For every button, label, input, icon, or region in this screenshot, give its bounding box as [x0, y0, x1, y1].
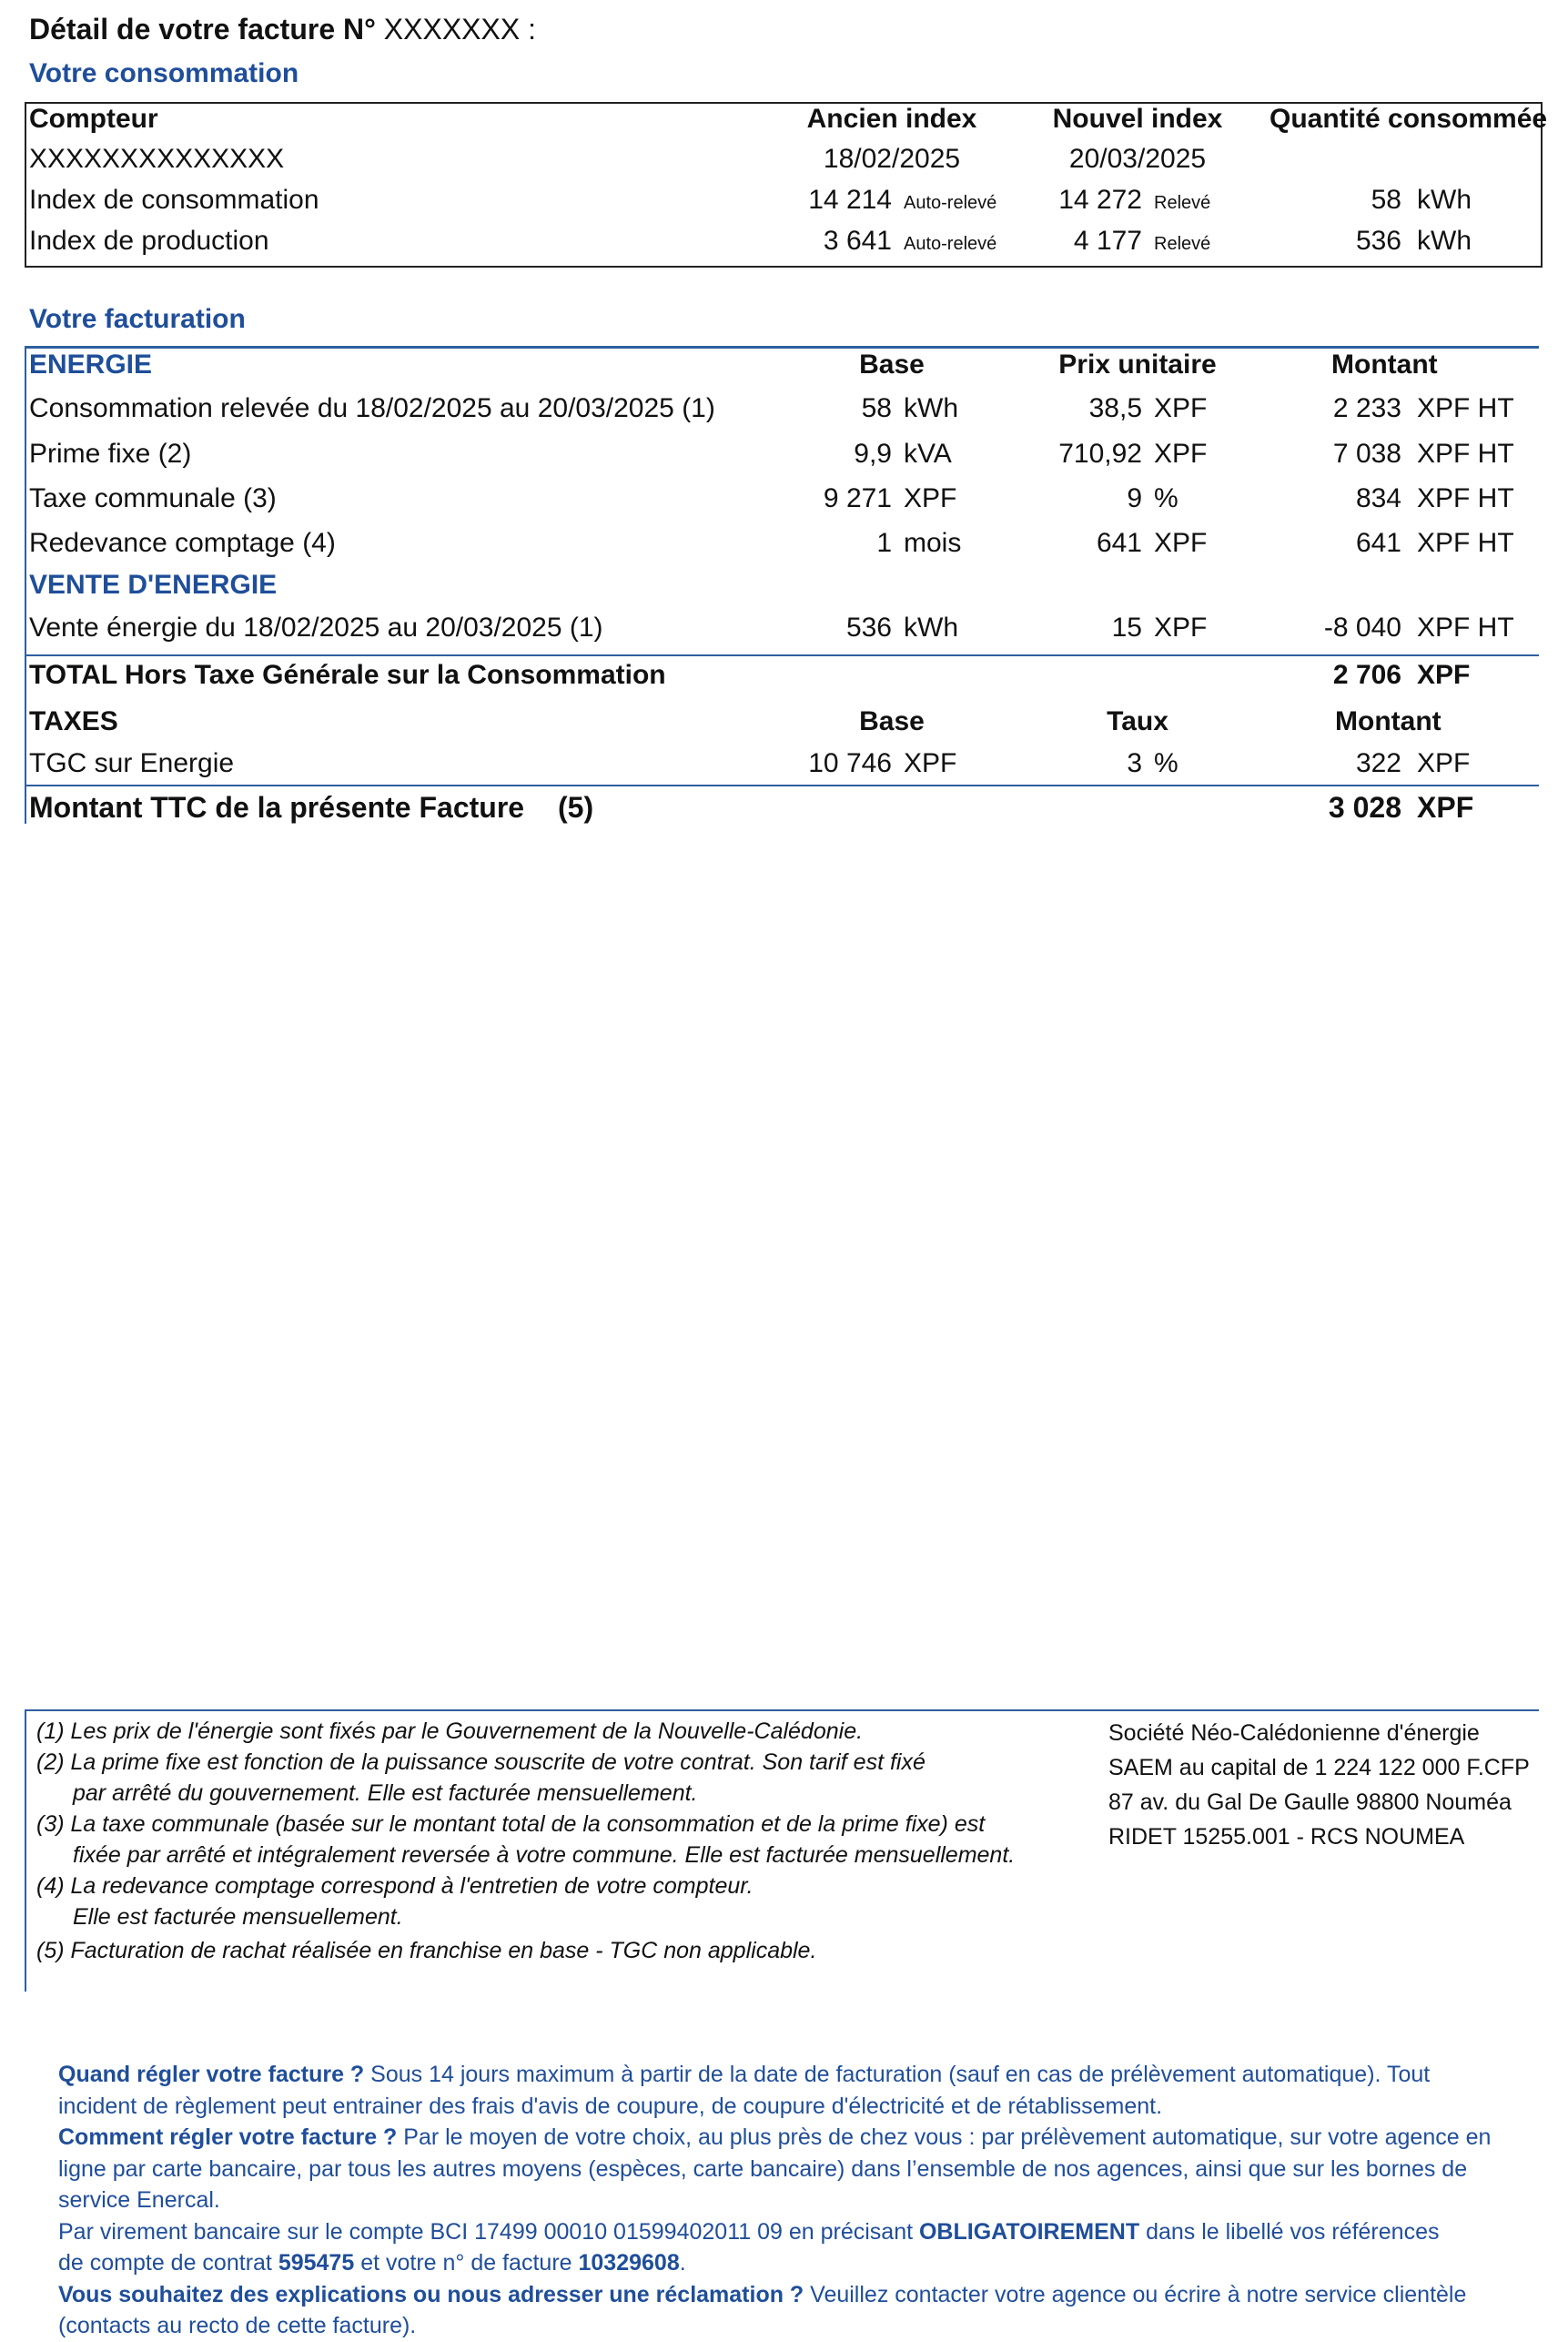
total-ht-label: TOTAL Hors Taxe Générale sur la Consommation: [29, 660, 666, 690]
billing-row-montant-unit: XPF HT: [1417, 483, 1514, 513]
billing-row-prix: 710,92: [1058, 439, 1142, 469]
total-ht-rule: [25, 654, 1539, 656]
index-consommation-unit: kWh: [1417, 185, 1472, 215]
col-montant: Montant: [1331, 350, 1438, 380]
billing-row-montant-unit: XPF HT: [1417, 439, 1514, 469]
billing-row-prix: 641: [1096, 528, 1142, 558]
invoice-number: XXXXXXX :: [383, 13, 536, 46]
ttc-unit: XPF: [1417, 791, 1474, 824]
when-to-pay-question: Quand régler votre facture ?: [58, 2062, 365, 2087]
billing-row-label: Vente énergie du 18/02/2025 au 20/03/2025 (1): [29, 613, 603, 643]
billing-row-prix-unit: XPF: [1154, 528, 1208, 558]
billing-row-base-unit: XPF: [904, 483, 957, 513]
billing-row-base: 9 271: [823, 483, 892, 513]
taxes-col-montant: Montant: [1335, 706, 1442, 736]
how-to-pay-answer-end: service Enercal.: [58, 2187, 220, 2213]
billing-row-montant: 7 038: [1332, 439, 1401, 469]
tgc-taux: 3: [1127, 748, 1142, 778]
billing-row-prix-unit: XPF: [1154, 613, 1208, 643]
tgc-base-unit: XPF: [904, 748, 957, 778]
complaint-answer: Veuillez contacter votre agence ou écrire à notre service clientèle: [804, 2281, 1467, 2307]
tgc-montant: 322: [1355, 748, 1401, 778]
ttc-rule: [25, 785, 1539, 786]
note-4: (4) La redevance comptage correspond à l'entretien de votre compteur.: [36, 1873, 754, 1899]
tgc-taux-unit: %: [1154, 748, 1179, 778]
col-ancien-index: Ancien index: [806, 104, 977, 134]
billing-row-base: 536: [845, 613, 892, 643]
billing-row-prix-unit: %: [1154, 483, 1179, 513]
taxes-col-taux: Taux: [1107, 706, 1168, 736]
company-line-2: SAEM au capital de 1 224 122 000 F.CFP: [1108, 1755, 1530, 1780]
index-production-ancien-type: Auto-relevé: [904, 234, 997, 254]
complaint-answer-cont: (contacts au recto de cette facture).: [58, 2313, 417, 2338]
note-3: (3) La taxe communale (basée sur le montant total de la consommation et de la prime fixe) est: [36, 1811, 986, 1837]
energie-heading: ENERGIE: [29, 350, 153, 380]
when-to-pay-answer: Sous 14 jours maximum à partir de la date de facturation (sauf en cas de prélèvement automatique). Tout: [364, 2062, 1431, 2087]
date-ancien: 18/02/2025: [823, 144, 961, 174]
billing-row-montant: -8 040: [1323, 613, 1401, 643]
note-3-cont: fixée par arrêté et intégralement reversée à votre commune. Elle est facturée mensuellement.: [73, 1842, 1016, 1868]
index-consommation-ancien: 14 214: [808, 185, 892, 215]
meter-id: XXXXXXXXXXXXXX: [29, 144, 285, 174]
note-1: (1) Les prix de l'énergie sont fixés par le Gouvernement de la Nouvelle-Calédonie.: [36, 1718, 864, 1744]
how-to-pay-answer: Par le moyen de votre choix, au plus près de chez vous : par prélèvement automatique, sur votre agence en: [397, 2124, 1492, 2150]
billing-row-prix: 9: [1127, 483, 1142, 513]
notes-top-rule: [25, 1709, 1539, 1711]
company-line-3: 87 av. du Gal De Gaulle 98800 Nouméa: [1108, 1789, 1512, 1815]
company-line-4: RIDET 15255.001 - RCS NOUMEA: [1108, 1824, 1465, 1850]
billing-row-montant: 834: [1355, 483, 1401, 513]
contract-number: 595475: [278, 2250, 355, 2276]
ttc-label: Montant TTC de la présente Facture: [29, 791, 525, 824]
note-5: (5) Facturation de rachat réalisée en franchise en base - TGC non applicable.: [36, 1938, 817, 1963]
date-nouvel: 20/03/2025: [1068, 144, 1207, 174]
index-production-unit: kWh: [1417, 226, 1472, 256]
complaint-question: Vous souhaitez des explications ou nous adresser une réclamation ?: [58, 2281, 804, 2307]
tgc-label: TGC sur Energie: [29, 748, 235, 778]
total-ht-value: 2 706: [1332, 660, 1401, 690]
how-to-pay-question: Comment régler votre facture ?: [58, 2124, 398, 2150]
index-production-label: Index de production: [29, 226, 269, 256]
index-production-ancien: 3 641: [823, 226, 892, 256]
note-4-cont: Elle est facturée mensuellement.: [73, 1904, 403, 1930]
billing-row-montant-unit: XPF HT: [1417, 613, 1514, 643]
billing-row-base-unit: kWh: [904, 393, 958, 423]
billing-row-base-unit: kVA: [904, 439, 952, 469]
ttc-value: 3 028: [1328, 791, 1401, 824]
col-compteur: Compteur: [29, 104, 158, 134]
transfer-text: Par virement bancaire sur le compte BCI 17499 00010 01599402011 09 en précisant: [58, 2218, 919, 2245]
vente-energie-heading: VENTE D'ENERGIE: [29, 570, 278, 600]
billing-row-base: 1: [876, 528, 892, 558]
note-2-cont: par arrêté du gouvernement. Elle est facturée mensuellement.: [73, 1780, 698, 1806]
when-to-pay-answer-cont: incident de règlement peut entrainer des frais d'avis de coupure, de coupure d'électricité et de rétablissement.: [58, 2093, 1163, 2119]
billing-row-base-unit: kWh: [904, 613, 958, 643]
index-production-nouvel: 4 177: [1073, 226, 1142, 256]
col-base: Base: [859, 350, 925, 380]
billing-row-base: 9,9: [854, 439, 892, 469]
tgc-montant-unit: XPF: [1417, 748, 1471, 778]
transfer-mandatory: OBLIGATOIREMENT: [918, 2218, 1140, 2245]
facturation-left-rule: [25, 346, 26, 824]
invoice-ref-number: 10329608: [578, 2250, 680, 2276]
invoice-ref-text: et votre n° de facture: [354, 2250, 579, 2276]
billing-row-prix-unit: XPF: [1154, 393, 1208, 423]
index-production-nouvel-type: Relevé: [1154, 234, 1211, 254]
billing-row-prix: 15: [1111, 613, 1142, 643]
col-nouvel-index: Nouvel index: [1052, 104, 1223, 134]
payment-info: [58, 2059, 1551, 2342]
how-to-pay-answer-cont: ligne par carte bancaire, par tous les autres moyens (espèces, carte bancaire) dans l’ensemble de nos agences, ainsi que sur les bornes de: [58, 2155, 1468, 2182]
billing-row-base: 58: [861, 393, 892, 423]
index-consommation-nouvel-type: Relevé: [1154, 193, 1211, 213]
note-2: (2) La prime fixe est fonction de la puissance souscrite de votre contrat. Son tarif est fixé: [36, 1749, 926, 1775]
invoice-ref-end: .: [679, 2250, 686, 2276]
billing-row-label: Redevance comptage (4): [29, 528, 336, 558]
index-production-quantite: 536: [1355, 226, 1401, 256]
billing-row-montant: 641: [1355, 528, 1401, 558]
ttc-note: (5): [558, 791, 594, 824]
taxes-col-base: Base: [859, 706, 925, 736]
facturation-section-title: Votre facturation: [29, 304, 246, 334]
total-ht-unit: XPF: [1417, 660, 1471, 690]
billing-row-label: Prime fixe (2): [29, 439, 192, 469]
billing-row-base-unit: mois: [904, 528, 962, 558]
index-consommation-label: Index de consommation: [29, 185, 319, 215]
col-prix-unitaire: Prix unitaire: [1058, 350, 1217, 380]
notes-left-rule: [25, 1709, 26, 1992]
billing-row-label: Taxe communale (3): [29, 483, 277, 513]
transfer-text-end: dans le libellé vos références: [1139, 2218, 1440, 2245]
facturation-top-rule: [25, 346, 1539, 349]
billing-row-montant-unit: XPF HT: [1417, 528, 1514, 558]
billing-row-montant-unit: XPF HT: [1417, 393, 1514, 423]
billing-row-montant: 2 233: [1332, 393, 1401, 423]
col-quantite: Quantité consommée: [1270, 104, 1548, 134]
tgc-base: 10 746: [808, 748, 892, 778]
billing-row-prix: 38,5: [1088, 393, 1142, 423]
billing-row-label: Consommation relevée du 18/02/2025 au 20/03/2025 (1): [29, 393, 715, 423]
contract-text: de compte de contrat: [58, 2250, 278, 2276]
index-consommation-nouvel: 14 272: [1058, 185, 1142, 215]
invoice-title-label: Détail de votre facture N°: [29, 13, 376, 46]
index-consommation-quantite: 58: [1371, 185, 1401, 215]
invoice-title: [29, 13, 536, 46]
index-consommation-ancien-type: Auto-relevé: [904, 193, 997, 213]
billing-row-prix-unit: XPF: [1154, 439, 1208, 469]
taxes-heading: TAXES: [29, 706, 118, 736]
company-line-1: Société Néo-Calédonienne d'énergie: [1108, 1720, 1480, 1746]
consommation-section-title: Votre consommation: [29, 58, 299, 88]
